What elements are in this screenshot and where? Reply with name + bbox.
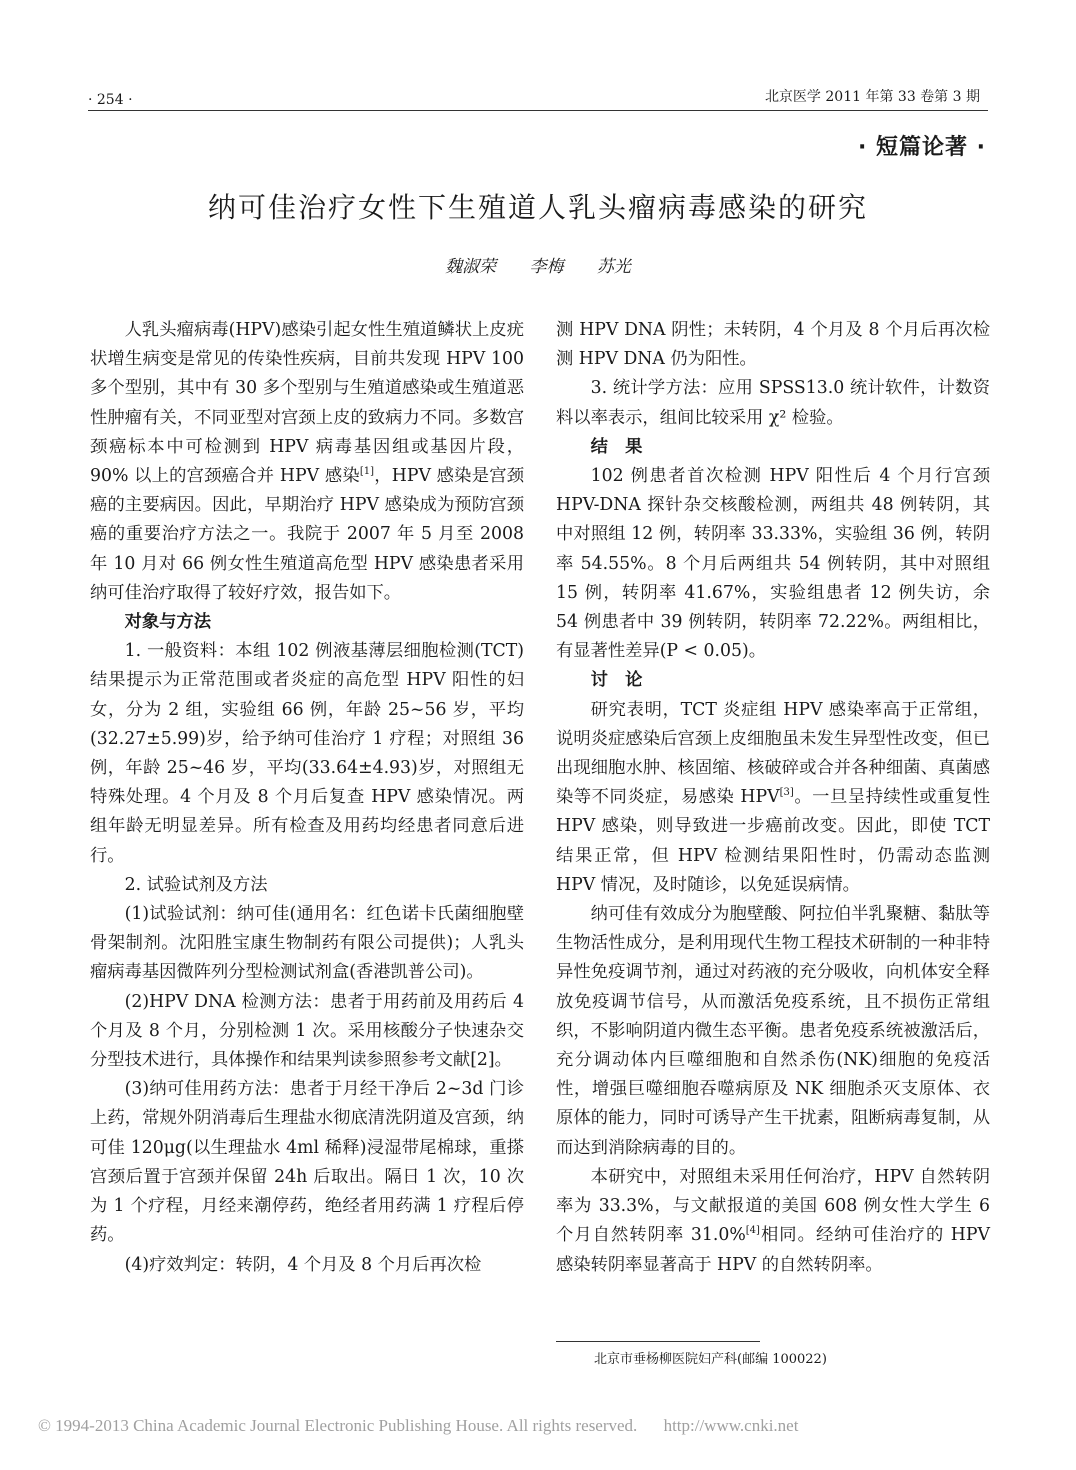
discussion-paragraph: 纳可佳有效成分为胞壁酸、阿拉伯半乳聚糖、黏肽等生物活性成分，是利用现代生物工程技术研制的一种非特异性免疫调节剂，通过对药液的充分吸收，向机体安全释放免疫调节信号，从而激活免疫系统，且不损伤正常组织，不影响阴道内微生态平衡。患者免疫系统被激活后，充分调动体内巨噬细胞和自然杀伤(NK)细胞的免疫活性，增强巨噬细胞吞噬病原及 NK 细胞杀灭支原体、衣原体的能力，同时可诱导产生干扰素，阻断病毒复制，从而达到消除病毒的目的。 (556, 904, 990, 1158)
left-column (90, 316, 524, 1280)
discussion-paragraph: 研究表明，TCT 炎症组 HPV 感染率高于正常组，说明炎症感染后宫颈上皮细胞虽未发生异型性改变，但已出现细胞水肿、核固缩、核破碎或合并各种细菌、真菌感染等不同炎症，易感染 HPV[3]。一旦呈持续性或重复性 HPV 感染，则导致进一步癌前改变。因此，即使 TCT 结果正常，但 HPV 检测结果阳性时，仍需动态监测 HPV 情况，及时随诊，以免延误病情。 (556, 699, 990, 895)
journal-info: 北京医学 2011 年第 33 卷第 3 期 (764, 89, 980, 105)
results-paragraph: 102 例患者首次检测 HPV 阳性后 4 个月行宫颈 HPV-DNA 探针杂交核酸检测，两组共 48 例转阴，其中对照组 12 例，转阴率 33.33%，实验组 36 例，转阴率 54.55%。8 个月后两组共 54 例转阴，其中对照组 15 例，转阴率 41.67%，实验组患者 12 例失访，余 54 例患者中 39 例转阴，转阴率 72.22%。两组相比，有显著性差异(P < 0.05)。 (556, 466, 990, 662)
citation: [4] (745, 1225, 760, 1237)
copyright-footer (38, 1416, 798, 1436)
author-name: 苏光 (596, 257, 631, 277)
author-name: 李梅 (529, 257, 564, 277)
evaluation-continued: 测 HPV DNA 阴性；未转阴，4 个月及 8 个月后再次检测 HPV DNA 仍为阳性。 (556, 320, 990, 370)
footnote-rule (556, 1341, 760, 1342)
author-name: 魏淑荣 (445, 257, 497, 277)
results-heading: 结 果 (590, 436, 643, 457)
header-rule (88, 110, 988, 111)
publisher-url[interactable]: http://www.cnki.net (663, 1416, 799, 1435)
copyright-text: © 1994-2013 China Academic Journal Electronic Publishing House. All rights reserved. (38, 1416, 638, 1435)
page-number: · 254 · (88, 92, 133, 108)
general-info-paragraph: 1. 一般资料：本组 102 例液基薄层细胞检测(TCT)结果提示为正常范围或者炎症的高危型 HPV 阳性的妇女，分为 2 组，实验组 66 例，年龄 25~56 岁，平均(32.27±5.99)岁，给予纳可佳治疗 1 疗程；对照组 36 例，年龄 25~46 岁，平均(33.64±4.93)岁，对照组无特殊处理。4 个月及 8 个月后复查 HPV 感染情况。两组年龄无明显差异。所有检查及用药均经患者同意后进行。 (90, 641, 524, 866)
citation: [1] (359, 466, 375, 478)
section-tag: · 短篇论著 · (857, 135, 986, 160)
citation: [3] (779, 787, 794, 799)
reagents-heading: 2. 试验试剂及方法 (124, 874, 268, 895)
discussion-heading: 讨 论 (590, 670, 643, 691)
intro-paragraph: 人乳头瘤病毒(HPV)感染引起女性生殖道鳞状上皮疣状增生病变是常见的传染性疾病，目前共发现 HPV 100 多个型别，其中有 30 多个型别与生殖道感染或生殖道恶性肿瘤有关，不同亚型对宫颈上皮的致病力不同。多数宫颈癌标本中可检测到 HPV 病毒基因组或基因片段，90% 以上的宫颈癌合并 HPV 感染[1]，HPV 感染是宫颈癌的主要病因。因此，早期治疗 HPV 感染成为预防宫颈癌的重要治疗方法之一。我院于 2007 年 5 月至 2008 年 10 月对 66 例女性生殖道高危型 HPV 感染患者采用纳可佳治疗取得了较好疗效，报告如下。 (90, 320, 524, 603)
right-column (556, 316, 990, 1280)
article-title: 纳可佳治疗女性下生殖道人乳头瘤病毒感染的研究 (207, 191, 868, 224)
methods-heading: 对象与方法 (124, 612, 212, 633)
reagents-paragraph: (1)试验试剂：纳可佳(通用名：红色诺卡氏菌细胞壁骨架制剂。沈阳胜宝康生物制药有限公司提供)；人乳头瘤病毒基因微阵列分型检测试剂盒(香港凯普公司)。 (90, 904, 524, 983)
dosage-paragraph: (3)纳可佳用药方法：患者于月经干净后 2~3d 门诊上药，常规外阴消毒后生理盐水彻底清洗阴道及宫颈，纳可佳 120μg(以生理盐水 4ml 稀释)浸湿带尾棉球，重搽宫颈后置于宫颈并保留 24h 后取出。隔日 1 次，10 次为 1 个疗程，月经来潮停药，绝经者用药满 1 疗程后停药。 (90, 1079, 524, 1246)
statistics-paragraph: 3. 统计学方法：应用 SPSS13.0 统计软件，计数资料以率表示，组间比较采用 χ² 检验。 (556, 378, 990, 428)
discussion-paragraph: 本研究中，对照组未采用任何治疗，HPV 自然转阴率为 33.3%，与文献报道的美国 608 例女性大学生 6 个月自然转阴率 31.0%[4]相同。经纳可佳治疗的 HPV 感染转阴率显著高于 HPV 的自然转阴率。 (556, 1166, 990, 1275)
author-affiliation: 北京市垂杨柳医院妇产科(邮编 100022) (594, 1352, 827, 1367)
detection-paragraph: (2)HPV DNA 检测方法：患者于用药前及用药后 4 个月及 8 个月，分别检测 1 次。采用核酸分子快速杂交分型技术进行，具体操作和结果判读参照参考文献[2]。 (90, 991, 524, 1071)
author-list (0, 252, 1076, 277)
evaluation-paragraph: (4)疗效判定：转阴，4 个月及 8 个月后再次检 (124, 1254, 482, 1275)
